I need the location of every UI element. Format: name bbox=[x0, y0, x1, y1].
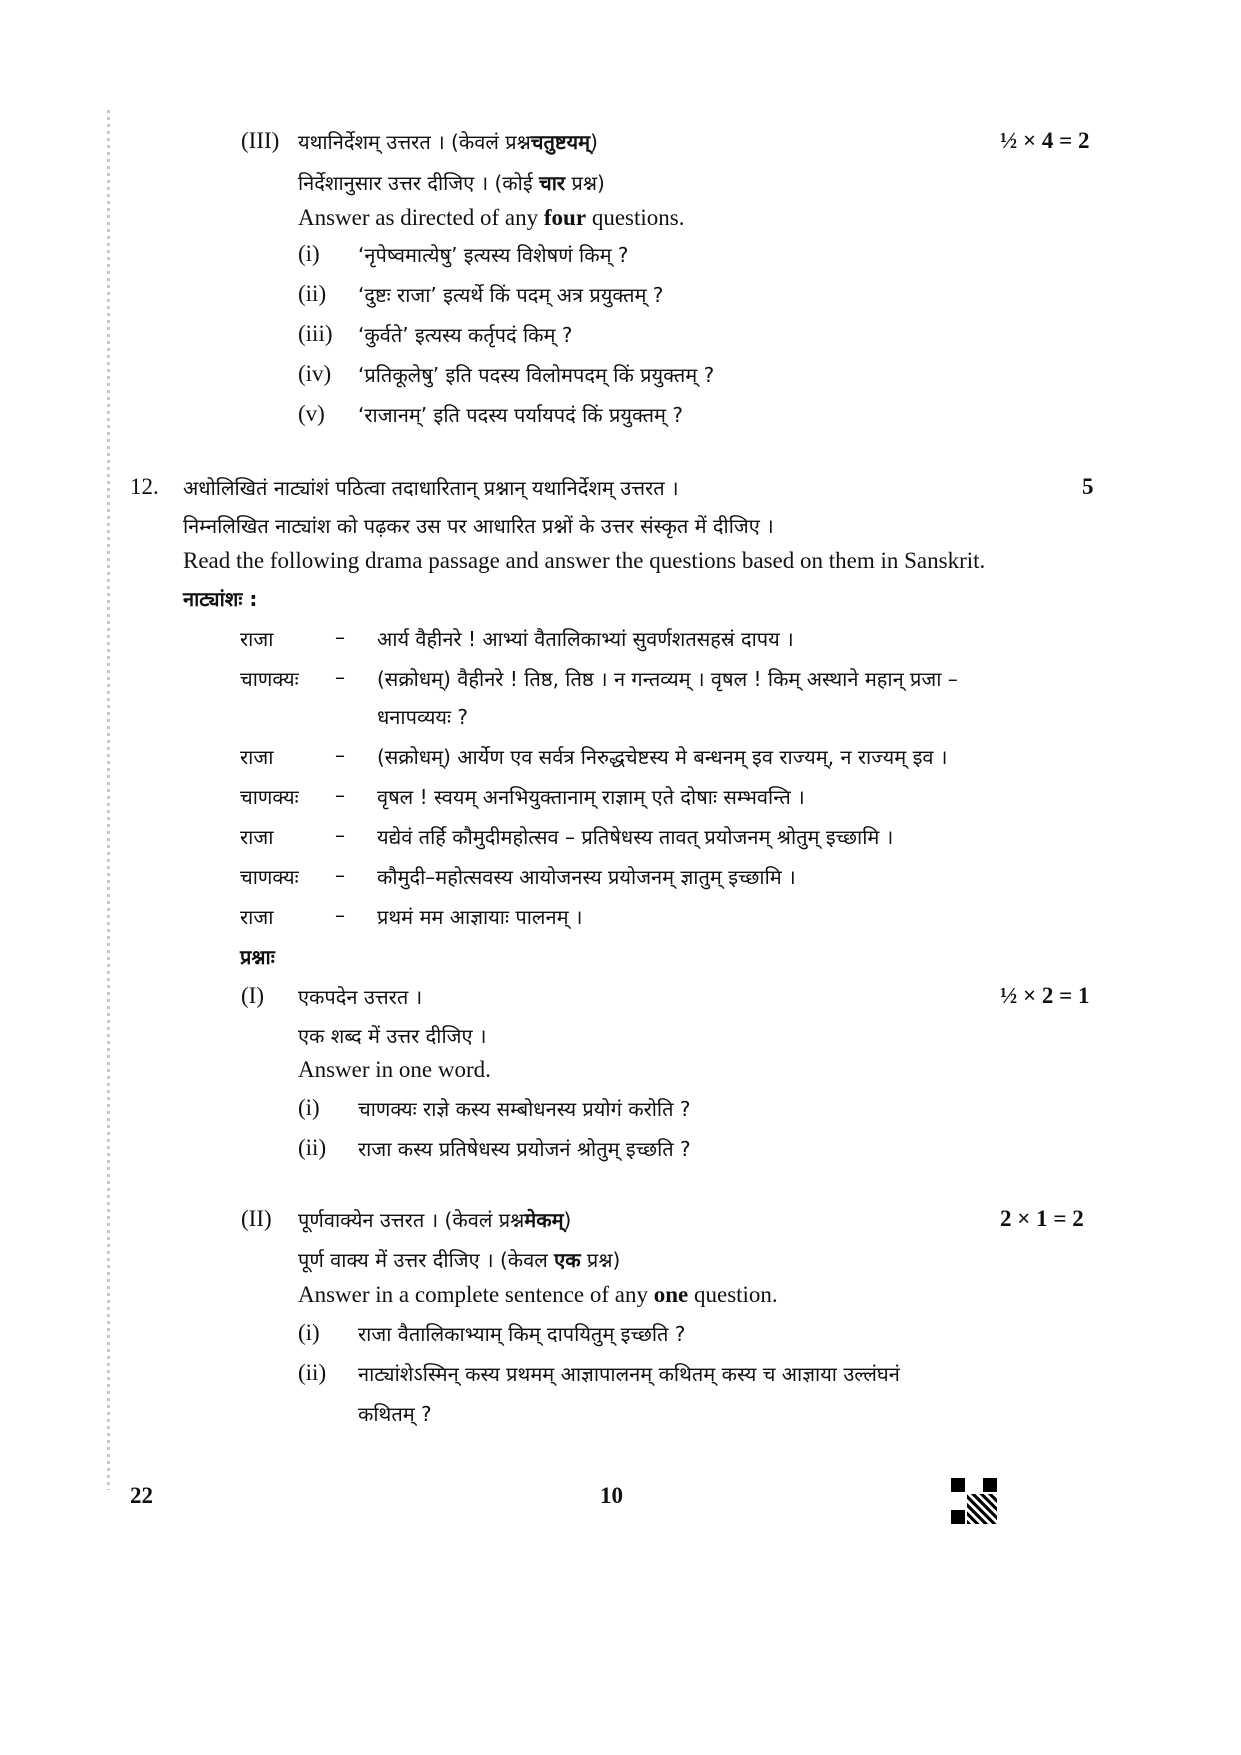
list-item-number: (i) bbox=[298, 1095, 320, 1120]
dialogue-dash: – bbox=[335, 863, 345, 887]
dialogue-line: यद्येवं तर्हि कौमुदीमहोत्सव – प्रतिषेधस्य तावत् प्रयोजनम् श्रोतुम् इच्छामि । bbox=[377, 825, 894, 849]
list-item-number: (i) bbox=[298, 241, 320, 266]
dialogue-dash: – bbox=[335, 903, 345, 927]
dialogue-speaker: राजा bbox=[240, 627, 274, 651]
dialogue-dash: – bbox=[335, 823, 345, 847]
dialogue-speaker: चाणक्यः bbox=[240, 865, 299, 889]
part-1-number: (I) bbox=[241, 983, 264, 1008]
dialogue-line: वृषल ! स्वयम् अनभियुक्तानाम् राज्ञाम् एते दोषाः सम्भवन्ति । bbox=[377, 785, 805, 809]
dialogue-speaker: राजा bbox=[240, 905, 274, 929]
part-1-instruction-sanskrit: एकपदेन उत्तरत । bbox=[298, 985, 423, 1009]
list-item-number: (ii) bbox=[298, 1360, 327, 1385]
list-item-number: (ii) bbox=[298, 1135, 327, 1160]
dialogue-speaker: राजा bbox=[240, 745, 274, 769]
passage-heading: नाट्यांशः : bbox=[183, 587, 258, 611]
dialogue-line: (सक्रोधम्) वैहीनरे ! तिष्ठ, तिष्ठ । न गन्तव्यम् । वृषल ! किम् अस्थाने महान् प्रजा – bbox=[377, 667, 958, 691]
dialogue-dash: – bbox=[335, 743, 345, 767]
part-1-marks: ½ × 2 = 1 bbox=[1000, 983, 1090, 1008]
question-instruction-english: Read the following drama passage and answer the questions based on them in Sanskrit. bbox=[183, 548, 986, 573]
part-2-number: (II) bbox=[241, 1206, 272, 1231]
list-item-number: (iv) bbox=[298, 361, 332, 386]
question-instruction-sanskrit: अधोलिखितं नाट्यांशं पठित्वा तदाधारितान् प्रश्नान् यथानिर्देशम् उत्तरत । bbox=[183, 476, 679, 500]
list-item: चाणक्यः राज्ञे कस्य सम्बोधनस्य प्रयोगं करोति ? bbox=[358, 1097, 691, 1121]
section-3-marks: ½ × 4 = 2 bbox=[1000, 128, 1090, 153]
section-3-number: (III) bbox=[241, 128, 280, 153]
list-item: नाट्यांशेऽस्मिन् कस्य प्रथमम् आज्ञापालनम् कथितम् कस्य च आज्ञाया उल्लंघनं bbox=[358, 1362, 900, 1386]
list-item: राजा कस्य प्रतिषेधस्य प्रयोजनं श्रोतुम् इच्छति ? bbox=[358, 1137, 691, 1161]
section-3-instruction-hindi: निर्देशानुसार उत्तर दीजिए । (कोई चार प्रश्न) bbox=[298, 171, 605, 195]
dialogue-dash: – bbox=[335, 625, 345, 649]
list-item-number: (ii) bbox=[298, 281, 327, 306]
list-item: ‘कुर्वते’ इत्यस्य कर्तृपदं किम् ? bbox=[358, 323, 573, 347]
question-instruction-hindi: निम्नलिखित नाट्यांश को पढ़कर उस पर आधारित प्रश्नों के उत्तर संस्कृत में दीजिए । bbox=[183, 514, 774, 538]
dialogue-speaker: चाणक्यः bbox=[240, 667, 299, 691]
list-item-number: (i) bbox=[298, 1320, 320, 1345]
part-1-instruction-english: Answer in one word. bbox=[298, 1057, 491, 1082]
part-1-instruction-hindi: एक शब्द में उत्तर दीजिए । bbox=[298, 1024, 487, 1048]
dialogue-dash: – bbox=[335, 665, 345, 689]
margin-barcode-strip bbox=[107, 110, 110, 1490]
list-item: ‘नृपेष्वमात्येषु’ इत्यस्य विशेषणं किम् ? bbox=[358, 243, 629, 267]
dialogue-line: कौमुदी–महोत्सवस्य आयोजनस्य प्रयोजनम् ज्ञातुम् इच्छामि । bbox=[377, 865, 796, 889]
part-2-instruction-sanskrit: पूर्णवाक्येन उत्तरत । (केवलं प्रश्नमेकम्) bbox=[298, 1208, 572, 1232]
list-item: ‘दुष्टः राजा’ इत्यर्थे किं पदम् अत्र प्रयुक्तम् ? bbox=[358, 283, 664, 307]
dialogue-dash: – bbox=[335, 783, 345, 807]
question-marks: 5 bbox=[1082, 474, 1094, 499]
section-3-instruction-sanskrit: यथानिर्देशम् उत्तरत । (केवलं प्रश्नचतुष्टयम्) bbox=[298, 130, 598, 154]
list-item-continuation: कथितम् ? bbox=[358, 1402, 432, 1426]
list-item: ‘प्रतिकूलेषु’ इति पदस्य विलोमपदम् किं प्रयुक्तम् ? bbox=[358, 363, 715, 387]
list-item: राजा वैतालिकाभ्याम् किम् दापयितुम् इच्छति ? bbox=[358, 1322, 686, 1346]
dialogue-line-continuation: धनापव्ययः ? bbox=[377, 705, 468, 729]
questions-heading: प्रश्नाः bbox=[240, 945, 275, 969]
part-2-marks: 2 × 1 = 2 bbox=[1000, 1206, 1084, 1231]
question-number: 12. bbox=[130, 474, 159, 499]
dialogue-line: आर्य वैहीनरे ! आभ्यां वैतालिकाभ्यां सुवर्णशतसहस्रं दापय । bbox=[377, 627, 794, 651]
list-item-number: (iii) bbox=[298, 321, 333, 346]
dialogue-speaker: राजा bbox=[240, 825, 274, 849]
list-item: ‘राजानम्’ इति पदस्य पर्यायपदं किं प्रयुक्तम् ? bbox=[358, 403, 683, 427]
page-number: 10 bbox=[600, 1483, 623, 1508]
dialogue-line: प्रथमं मम आज्ञायाः पालनम् । bbox=[377, 905, 583, 929]
dialogue-speaker: चाणक्यः bbox=[240, 785, 299, 809]
qr-code-icon bbox=[951, 1478, 997, 1524]
dialogue-line: (सक्रोधम्) आर्येण एव सर्वत्र निरुद्धचेष्टस्य मे बन्धनम् इव राज्यम्, न राज्यम् इव । bbox=[377, 745, 948, 769]
list-item-number: (v) bbox=[298, 401, 325, 426]
paper-code: 22 bbox=[130, 1483, 153, 1508]
section-3-instruction-english: Answer as directed of any four questions. bbox=[298, 205, 685, 230]
part-2-instruction-hindi: पूर्ण वाक्य में उत्तर दीजिए । (केवल एक प्रश्न) bbox=[298, 1248, 621, 1272]
part-2-instruction-english: Answer in a complete sentence of any one question. bbox=[298, 1282, 778, 1307]
